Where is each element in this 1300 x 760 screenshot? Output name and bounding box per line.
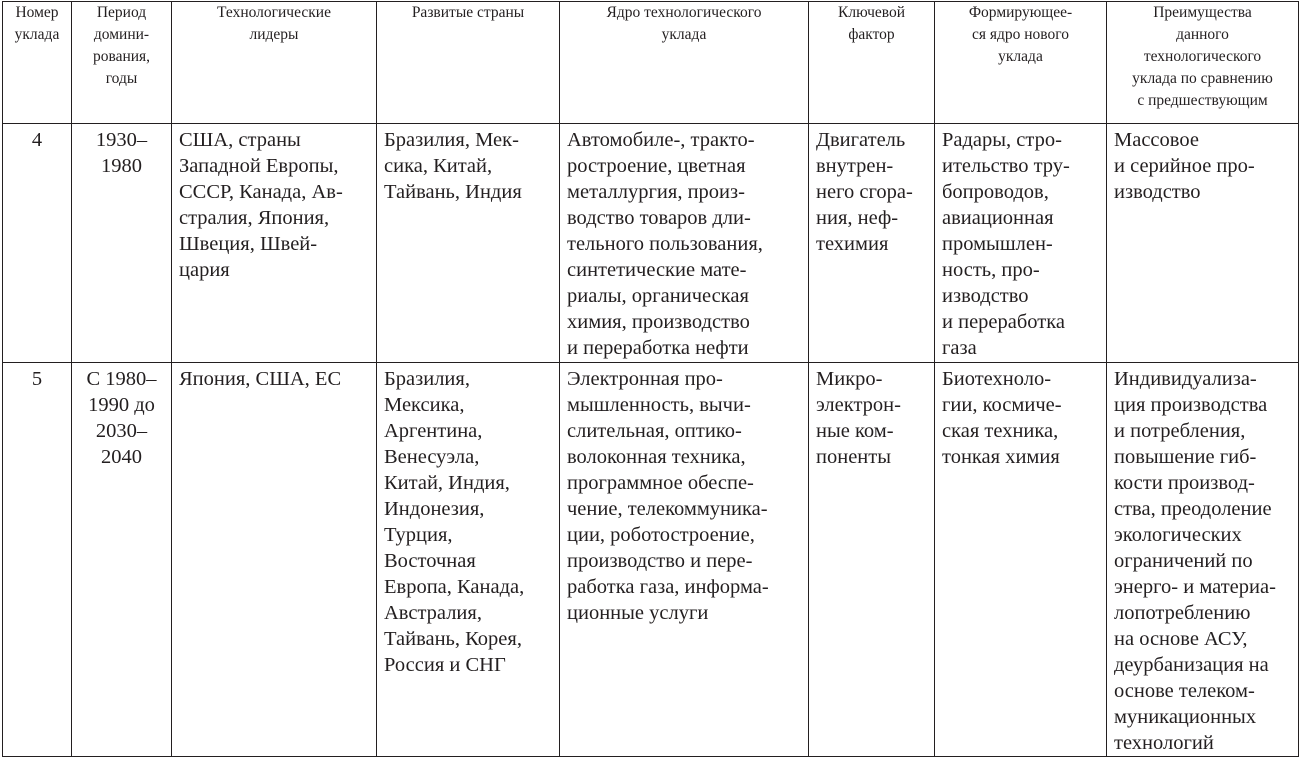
cell-text-line: уклада <box>661 26 707 43</box>
cell-text-line: 1930– <box>95 129 148 151</box>
cell-text-line: изводство <box>942 285 1029 307</box>
cell-text-line: Бразилия, <box>384 368 470 390</box>
cell-text-line: Электронная про- <box>567 368 723 390</box>
cell-text-line: деурбанизация на <box>1114 654 1269 676</box>
cell-text-line: годы <box>105 70 138 87</box>
cell-text-line: Турция, <box>384 524 453 546</box>
cell-text-line: Китай, Индия, <box>384 472 510 494</box>
cell-text-line: 2040 <box>101 446 142 468</box>
cell-mode-core <box>560 124 809 363</box>
header-row <box>3 2 1299 124</box>
cell-advantages <box>1107 363 1299 757</box>
cell-text-line: электрон- <box>816 394 901 416</box>
cell-text-line: внутрен- <box>816 155 894 177</box>
cell-text-line: слительная, оптико- <box>567 420 742 442</box>
cell-text-line: рования, <box>92 48 151 65</box>
cell-text-line: Австралия, <box>384 602 482 624</box>
cell-text-line: Бразилия, Мек- <box>384 129 519 151</box>
cell-key-factor <box>809 363 935 757</box>
cell-text-line: Япония, США, ЕС <box>179 368 342 390</box>
cell-text-line: Массовое <box>1114 129 1199 151</box>
cell-text-line: риалы, органическая <box>567 285 749 307</box>
cell-text-line: ская техника, <box>942 420 1059 442</box>
cell-text-line: уклада по сравнению <box>1132 70 1273 87</box>
cell-text-line: ность, про- <box>942 259 1040 281</box>
cell-text-line: основе телеком- <box>1114 680 1255 702</box>
header-advantages <box>1107 2 1299 124</box>
cell-mode-number <box>3 124 72 363</box>
cell-dominance-period <box>72 124 172 363</box>
cell-text-line: ционные услуги <box>567 602 709 624</box>
cell-text-line: лидеры <box>249 26 299 43</box>
cell-text-line: СССР, Канада, Ав- <box>179 181 343 203</box>
cell-text-line: Формирующее- <box>968 4 1073 21</box>
table-row-mode-5 <box>3 363 1299 757</box>
cell-text-line: 1980 <box>101 155 142 177</box>
table-row-mode-4 <box>3 124 1299 363</box>
cell-text-line: Мексика, <box>384 394 465 416</box>
cell-text-line: Период <box>96 4 147 21</box>
cell-text-line: чение, телекоммуника- <box>567 498 768 520</box>
cell-text-line: с предшествующим <box>1137 92 1268 109</box>
cell-text-line: Европа, Канада, <box>384 576 525 598</box>
header-key-factor <box>809 2 935 124</box>
header-dominance-period <box>72 2 172 124</box>
header-mode-number <box>3 2 72 124</box>
cell-text-line: Преимущества <box>1153 4 1252 21</box>
cell-text-line: авиационная <box>942 207 1054 229</box>
cell-text-line: ция производства <box>1114 394 1268 416</box>
cell-text-line: ся ядро нового <box>971 26 1069 43</box>
cell-text-line: Микро- <box>816 368 883 390</box>
cell-text-line: лопотреблению <box>1114 602 1251 624</box>
cell-key-factor <box>809 124 935 363</box>
cell-text-line: технологий <box>1114 732 1214 754</box>
cell-text-line: и переработка нефти <box>567 337 749 359</box>
cell-technology-leaders <box>172 124 377 363</box>
cell-text-line: ные ком- <box>816 420 894 442</box>
cell-text-line: Россия и СНГ <box>384 654 506 676</box>
cell-technology-leaders <box>172 363 377 757</box>
cell-text-line: Индонезия, <box>384 498 485 520</box>
cell-text-line: техимия <box>816 233 889 255</box>
cell-emerging-core <box>935 124 1107 363</box>
cell-dominance-period <box>72 363 172 757</box>
cell-text-line: на основе АСУ, <box>1114 628 1248 650</box>
cell-text-line: США, страны <box>179 129 301 151</box>
cell-text-line: изводство <box>1114 181 1201 203</box>
cell-emerging-core <box>935 363 1107 757</box>
cell-mode-core <box>560 363 809 757</box>
cell-text-line: ростроение, цветная <box>567 155 746 177</box>
cell-text-line: уклада <box>998 48 1043 65</box>
cell-text-line: и переработка <box>942 311 1065 333</box>
cell-text-line: Тайвань, Корея, <box>384 628 522 650</box>
cell-text-line: Развитые страны <box>411 4 525 21</box>
cell-text-line: Биотехноло- <box>942 368 1052 390</box>
cell-text-line: ции, роботостроение, <box>567 524 755 546</box>
cell-text-line: поненты <box>816 446 891 468</box>
cell-text-line: газа <box>942 337 977 359</box>
technological-modes-table <box>2 1 1299 757</box>
cell-text-line: волоконная техника, <box>567 446 746 468</box>
cell-text-line: водство товаров дли- <box>567 207 751 229</box>
cell-text-line: Аргентина, <box>384 420 483 442</box>
cell-text-line: Индивидуализа- <box>1114 368 1257 390</box>
cell-text-line: гии, космиче- <box>942 394 1062 416</box>
cell-text-line: тонкая химия <box>942 446 1060 468</box>
cell-text-line: ограничений по <box>1114 550 1253 572</box>
cell-text-line: мышленность, вычи- <box>567 394 751 416</box>
cell-text-line: Венесуэла, <box>384 446 480 468</box>
cell-text-line: и потребления, <box>1114 420 1246 442</box>
cell-text-line: Ядро технологического <box>606 4 762 21</box>
cell-text-line: цария <box>179 259 230 281</box>
header-emerging-core <box>935 2 1107 124</box>
cell-text-line: экологических <box>1114 524 1242 546</box>
cell-text-line: 1990 до <box>88 394 155 416</box>
cell-text-line: него сгора- <box>816 181 913 203</box>
cell-text-line: Двигатель <box>816 129 906 151</box>
cell-text-line: фактор <box>848 26 895 43</box>
cell-advantages <box>1107 124 1299 363</box>
cell-mode-number <box>3 363 72 757</box>
cell-text-line: производство и пере- <box>567 550 753 572</box>
header-developed-countries <box>377 2 560 124</box>
cell-text-line: программное обеспе- <box>567 472 754 494</box>
cell-text-line: синтетические мате- <box>567 259 747 281</box>
cell-text-line: работка газа, информа- <box>567 576 769 598</box>
cell-text-line: металлургия, произ- <box>567 181 745 203</box>
cell-text-line: муникационных <box>1114 706 1257 728</box>
cell-text-line: Радары, стро- <box>942 129 1062 151</box>
cell-text-line: сика, Китай, <box>384 155 493 177</box>
cell-text-line: промышлен- <box>942 233 1053 255</box>
cell-text-line: тельного пользования, <box>567 233 763 255</box>
cell-text-line: Швеция, Швей- <box>179 233 318 255</box>
cell-text-line: ства, преодоление <box>1114 498 1272 520</box>
cell-text-line: Восточная <box>384 550 476 572</box>
cell-text-line: уклада <box>14 26 60 43</box>
cell-text-line: энерго- и материа- <box>1114 576 1276 598</box>
cell-text-line: домини- <box>93 26 150 43</box>
cell-developed-countries <box>377 124 560 363</box>
cell-text-line: 5 <box>31 368 43 390</box>
cell-text-line: С 1980– <box>86 368 157 390</box>
cell-text-line: кости производ- <box>1114 472 1255 494</box>
cell-text-line: Номер <box>15 4 59 21</box>
cell-text-line: 4 <box>31 129 43 151</box>
cell-text-line: Ключевой <box>838 4 905 21</box>
cell-text-line: и серийное про- <box>1114 155 1255 177</box>
cell-text-line: технологического <box>1143 48 1262 65</box>
cell-text-line: Автомобиле-, тракто- <box>567 129 755 151</box>
cell-text-line: бопроводов, <box>942 181 1049 203</box>
cell-text-line: ительство тру- <box>942 155 1070 177</box>
cell-text-line: ния, неф- <box>816 207 899 229</box>
cell-text-line: Тайвань, Индия <box>384 181 522 203</box>
cell-text-line: химия, производство <box>567 311 750 333</box>
cell-developed-countries <box>377 363 560 757</box>
cell-text-line: Западной Европы, <box>179 155 339 177</box>
header-mode-core <box>560 2 809 124</box>
cell-text-line: данного <box>1176 26 1229 43</box>
cell-text-line: Технологические <box>217 4 331 21</box>
header-technology-leaders <box>172 2 377 124</box>
cell-text-line: стралия, Япония, <box>179 207 330 229</box>
cell-text-line: повышение гиб- <box>1114 446 1257 468</box>
cell-text-line: 2030– <box>95 420 148 442</box>
